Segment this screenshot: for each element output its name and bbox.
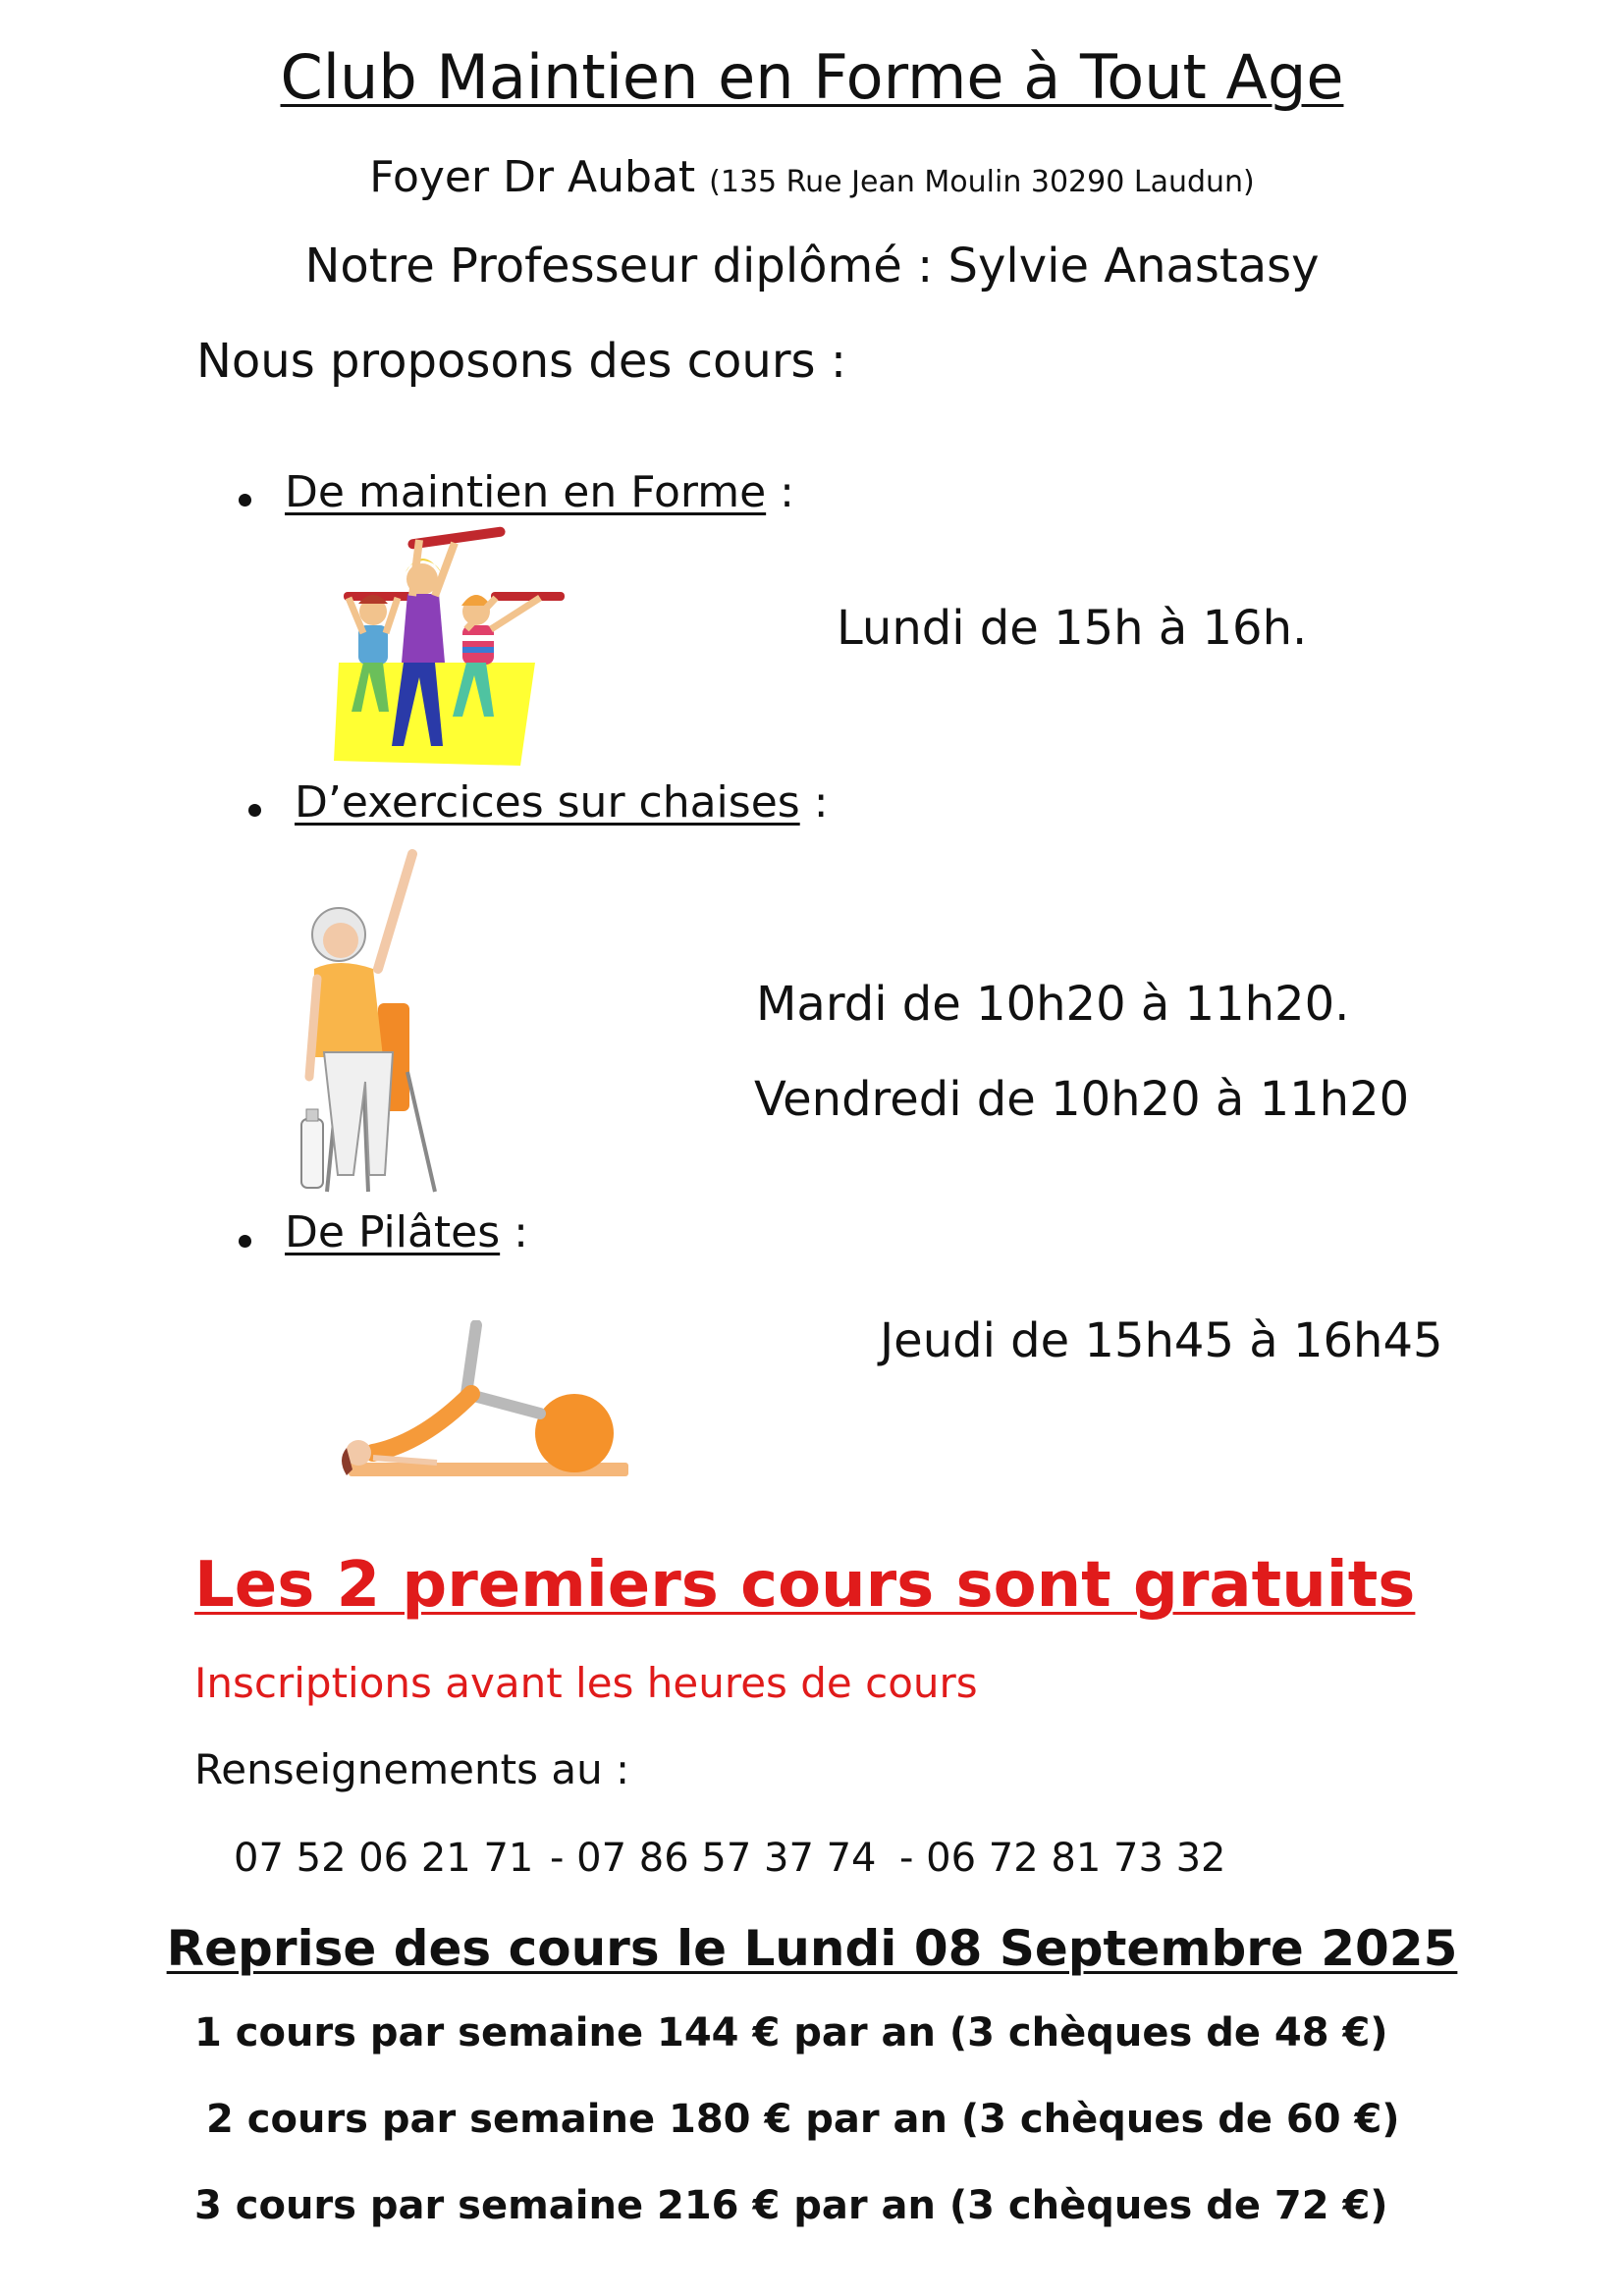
schedule-chaises-vendredi: Vendredi de 10h20 à 11h20 — [754, 1072, 1410, 1127]
course-label-suffix: : — [766, 467, 794, 517]
phone-number-2[interactable]: - 07 86 57 37 74 — [550, 1836, 877, 1881]
registration-note: Inscriptions avant les heures de cours — [194, 1659, 978, 1707]
bullet-icon — [248, 804, 261, 817]
reprise-date: Reprise des cours le Lundi 08 Septembre 2025 — [166, 1920, 1458, 1977]
course-label-text: De maintien en Forme — [285, 467, 767, 517]
course-label-suffix: : — [500, 1207, 528, 1257]
bullet-icon — [239, 1235, 251, 1248]
course-label-maintien — [285, 467, 794, 517]
pilates-ball-illustration — [329, 1320, 633, 1502]
free-courses-banner: Les 2 premiers cours sont gratuits — [194, 1549, 1416, 1622]
course-label-text: D’exercices sur chaises — [295, 777, 800, 828]
page-title: Club Maintien en Forme à Tout Age — [280, 41, 1344, 113]
schedule-chaises-mardi: Mardi de 10h20 à 11h20. — [756, 977, 1350, 1032]
course-label-suffix: : — [799, 777, 829, 828]
phone-number-3[interactable]: - 06 72 81 73 32 — [899, 1836, 1226, 1881]
schedule-maintien: Lundi de 15h à 16h. — [837, 601, 1308, 656]
course-label-text: De Pilâtes — [285, 1207, 501, 1257]
price-line-1: 1 cours par semaine 144 € par an (3 chèques de 48 €) — [194, 2010, 1388, 2056]
price-line-2: 2 cours par semaine 180 € par an (3 chèques de 60 €) — [206, 2097, 1400, 2142]
bullet-icon — [239, 494, 251, 507]
course-label-chaises — [295, 777, 829, 828]
professor-line: Notre Professeur diplômé : Sylvie Anastasy — [304, 239, 1320, 294]
contact-label: Renseignements au : — [194, 1745, 630, 1793]
courses-intro: Nous proposons des cours : — [196, 334, 846, 389]
price-line-3: 3 cours par semaine 216 € par an (3 chèques de 72 €) — [194, 2183, 1388, 2228]
schedule-pilates: Jeudi de 15h45 à 16h45 — [880, 1313, 1443, 1368]
foyer-name: Foyer Dr Aubat — [369, 152, 696, 202]
foyer-line — [0, 152, 1624, 202]
phone-number-1[interactable]: 07 52 06 21 71 — [234, 1836, 534, 1881]
group-exercise-illustration — [329, 525, 574, 771]
chair-exercise-illustration — [299, 846, 457, 1200]
course-label-pilates — [285, 1207, 528, 1257]
foyer-address: (135 Rue Jean Moulin 30290 Laudun) — [709, 165, 1255, 199]
